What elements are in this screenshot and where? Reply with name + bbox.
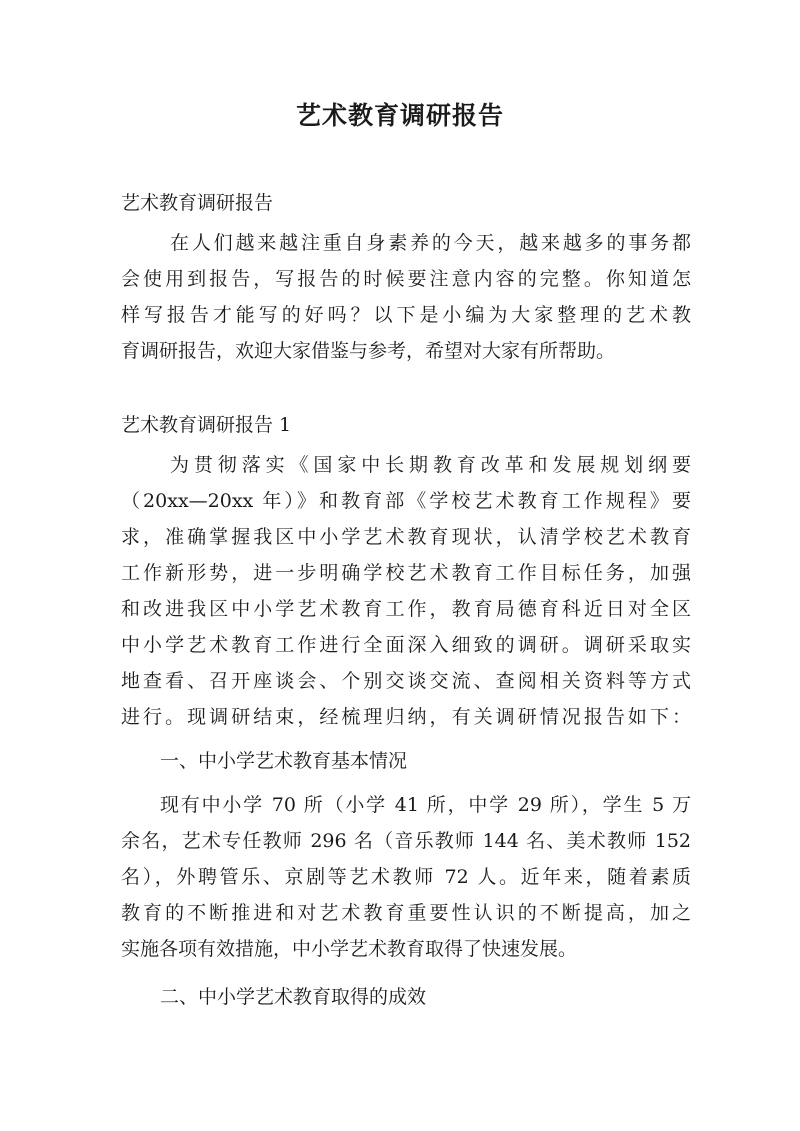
section-heading: 艺术教育调研报告 1 bbox=[121, 414, 292, 436]
body-line: 实施各项有效措施，中小学艺术教育取得了快速发展。 bbox=[121, 938, 578, 960]
body-line: 中小学艺术教育工作进行全面深入细致的调研。调研采取实 bbox=[121, 634, 691, 656]
intro-line: 在人们越来越注重自身素养的今天，越来越多的事务都 bbox=[170, 232, 691, 254]
body-line: 求，准确掌握我区中小学艺术教育现状，认清学校艺术教育 bbox=[121, 526, 691, 548]
body-line: 和改进我区中小学艺术教育工作，教育局德育科近日对全区 bbox=[121, 598, 691, 620]
subheading: 一、中小学艺术教育基本情况 bbox=[160, 750, 408, 772]
body-line: 余名，艺术专任教师 296 名（音乐教师 144 名、美术教师 152 bbox=[121, 830, 691, 852]
body-line: 工作新形势，进一步明确学校艺术教育工作目标任务，加强 bbox=[121, 562, 691, 584]
body-line: （20xx—20xx 年）》和教育部《学校艺术教育工作规程》要 bbox=[121, 490, 691, 512]
subheading: 二、中小学艺术教育取得的成效 bbox=[160, 986, 427, 1008]
body-line: 名），外聘管乐、京剧等艺术教师 72 人。近年来，随着素质 bbox=[121, 866, 691, 888]
intro-line: 育调研报告，欢迎大家借鉴与参考，希望对大家有所帮助。 bbox=[121, 340, 616, 362]
intro-line: 会使用到报告，写报告的时候要注意内容的完整。你知道怎 bbox=[121, 268, 691, 290]
document-title: 艺术教育调研报告 bbox=[295, 101, 504, 130]
body-line: 为贯彻落实《国家中长期教育改革和发展规划纲要 bbox=[170, 454, 691, 476]
body-line: 进行。现调研结束，经梳理归纳，有关调研情况报告如下： bbox=[121, 706, 691, 728]
document-subtitle: 艺术教育调研报告 bbox=[121, 192, 274, 214]
body-line: 现有中小学 70 所（小学 41 所，中学 29 所），学生 5 万 bbox=[160, 794, 691, 816]
intro-line: 样写报告才能写的好吗？以下是小编为大家整理的艺术教 bbox=[121, 304, 691, 326]
body-line: 教育的不断推进和对艺术教育重要性认识的不断提高，加之 bbox=[121, 902, 691, 924]
body-line: 地查看、召开座谈会、个别交谈交流、查阅相关资料等方式 bbox=[121, 670, 691, 692]
